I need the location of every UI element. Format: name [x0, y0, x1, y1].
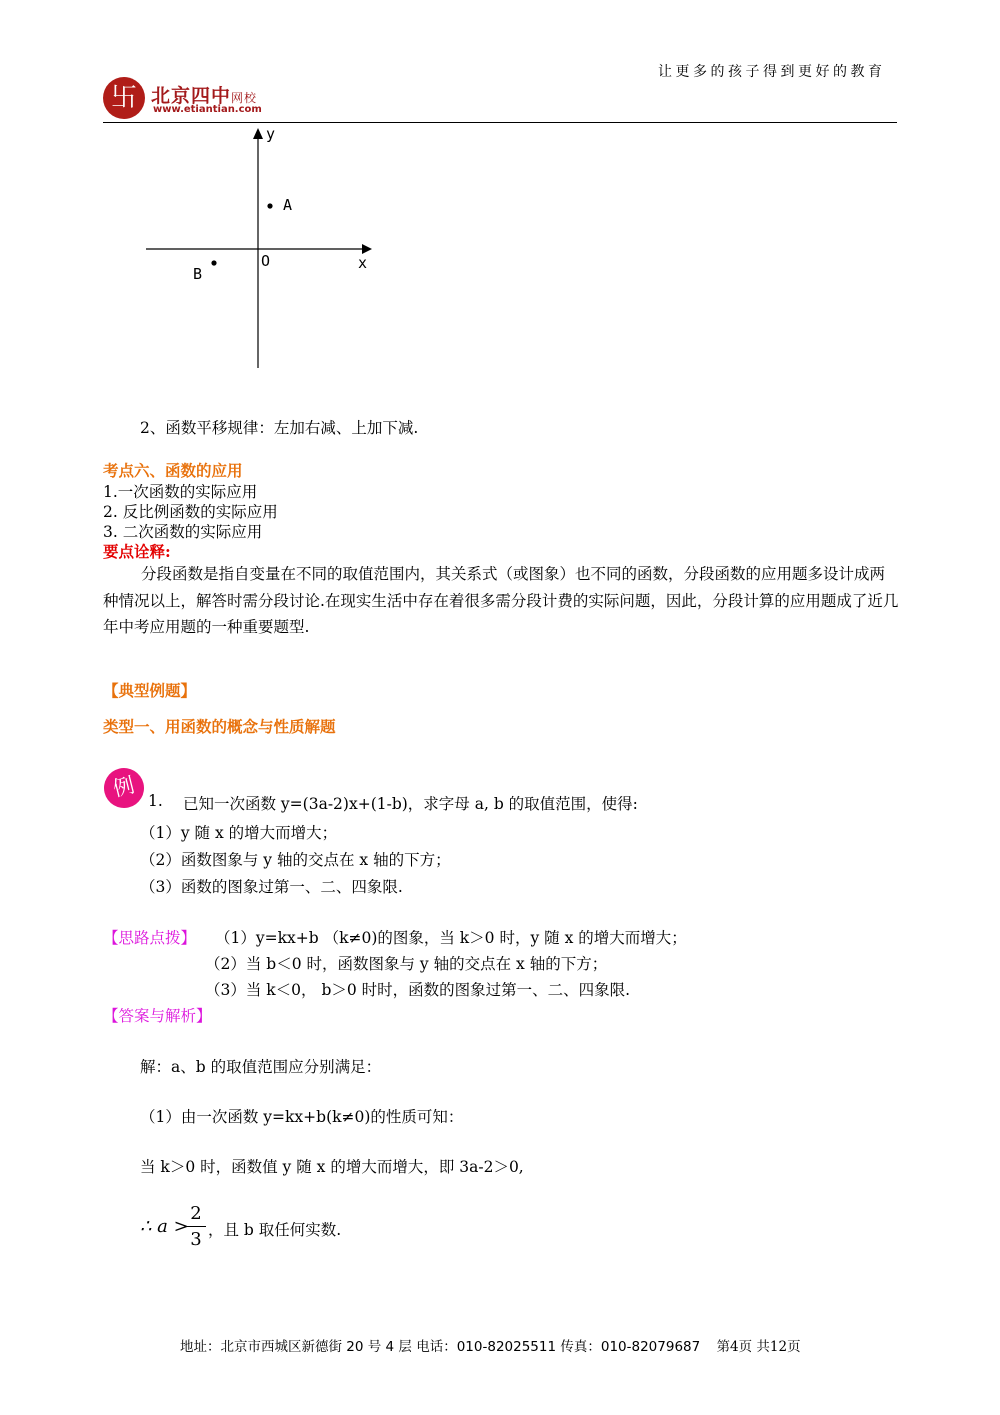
- question-number: 1.: [148, 792, 163, 810]
- point-b-label: B: [193, 265, 203, 283]
- section-title: 考点六、函数的应用: [103, 461, 243, 480]
- header-slogan: 让更多的孩子得到更好的教育: [658, 64, 886, 80]
- question-part: （3）函数的图象过第一、二、四象限.: [140, 878, 403, 896]
- solution-intro: 解：a、b 的取值范围应分别满足：: [140, 1058, 382, 1076]
- list-item: 1.一次函数的实际应用: [103, 483, 258, 501]
- fraction-numerator: 2: [190, 1203, 202, 1224]
- x-axis-label: x: [358, 254, 368, 272]
- solution-step: （1）由一次函数 y=kx+b(k≠0)的性质可知：: [140, 1108, 464, 1126]
- hint-label: 【思路点拨】: [103, 929, 197, 947]
- page-footer: [180, 1335, 801, 1355]
- logo-name: 北京四中网校: [151, 85, 258, 107]
- example-badge-icon: 例: [100, 764, 148, 812]
- point-b: [211, 260, 216, 265]
- y-axis-label: y: [266, 125, 276, 143]
- logo-url: www.etiantian.com: [153, 104, 262, 115]
- solution-therefore: ∴ a >: [140, 1216, 189, 1237]
- y-axis-arrow-icon: [253, 128, 263, 139]
- logo-emblem-icon: 卐: [103, 77, 145, 119]
- coordinate-figure: [140, 122, 380, 374]
- hint-line: （3）当 k＜0， b＞0 时时，函数的图象过第一、二、四象限.: [205, 981, 631, 999]
- fraction-bar: [186, 1226, 206, 1227]
- origin-label: O: [261, 252, 271, 270]
- x-axis-arrow-icon: [362, 244, 372, 254]
- point-a-label: A: [283, 196, 293, 214]
- page-number: 第4页 共12页: [716, 1339, 801, 1355]
- point-a: [267, 203, 272, 208]
- typical-examples-title: 【典型例题】: [103, 681, 197, 700]
- list-item: 3. 二次函数的实际应用: [103, 523, 263, 541]
- list-item: 2. 反比例函数的实际应用: [103, 503, 278, 521]
- question-part: （1）y 随 x 的增大而增大；: [140, 824, 338, 842]
- translation-rule: 2、函数平移规律：左加右减、上加下减.: [140, 419, 419, 437]
- answer-label: 【答案与解析】: [103, 1007, 212, 1025]
- footer-address: 地址：北京市西城区新德街 20 号 4 层 电话：010-82025511 传真：010-82079687: [180, 1339, 701, 1355]
- solution-conclusion: ，且 b 取任何实数.: [208, 1221, 342, 1239]
- school-logo: [103, 77, 303, 122]
- fraction-denominator: 3: [190, 1229, 202, 1250]
- hint-line: （2）当 b＜0 时，函数图象与 y 轴的交点在 x 轴的下方；: [205, 955, 608, 973]
- hint-line: （1）y=kx+b （k≠0)的图象，当 k＞0 时，y 随 x 的增大而增大；: [215, 929, 687, 947]
- fraction-two-thirds: [186, 1203, 206, 1250]
- solution-step: 当 k＞0 时，函数值 y 随 x 的增大而增大，即 3a-2＞0,: [140, 1158, 524, 1176]
- type-title: 类型一、用函数的概念与性质解题: [103, 717, 336, 736]
- key-points-paragraph: 分段函数是指自变量在不同的取值范围内，其关系式（或图象）也不同的函数，分段函数的应用题多设计成两种情况以上，解答时需分段讨论.在现实生活中存在着很多需分段计费的实际问题，因此，分段计算的应用题成了近几年中考应用题的一种重要题型.: [103, 565, 899, 636]
- key-points-title: 要点诠释:: [103, 542, 171, 561]
- question-text: 已知一次函数 y=(3a-2)x+(1-b)，求字母 a, b 的取值范围，使得:: [183, 795, 638, 813]
- question-part: （2）函数图象与 y 轴的交点在 x 轴的下方；: [140, 851, 451, 869]
